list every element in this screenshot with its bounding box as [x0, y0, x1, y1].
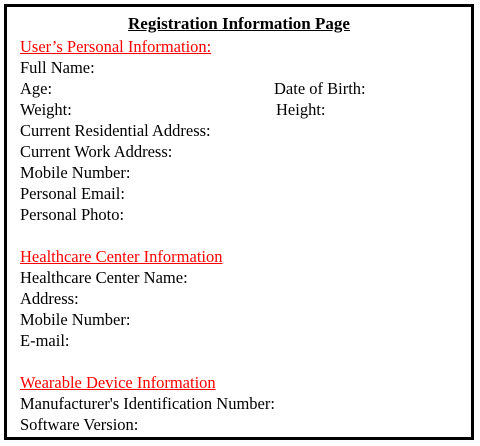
personal-email-label: Personal Email:	[20, 184, 125, 203]
personal-photo-label: Personal Photo:	[20, 205, 125, 224]
work-address-label: Current Work Address:	[20, 142, 173, 161]
healthcare-info-heading: Healthcare Center Information	[20, 247, 223, 266]
full-name-label: Full Name:	[20, 58, 95, 77]
personal-mobile-number-label: Mobile Number:	[20, 163, 131, 182]
age-label: Age:	[20, 79, 53, 98]
weight-label: Weight:	[20, 100, 72, 119]
healthcare-center-name-label: Healthcare Center Name:	[20, 268, 188, 287]
manufacturer-id-label: Manufacturer's Identification Number:	[20, 394, 275, 413]
healthcare-mobile-number-label: Mobile Number:	[20, 310, 131, 329]
healthcare-email-label: E-mail:	[20, 331, 70, 350]
height-label: Height:	[276, 100, 326, 119]
page-title: Registration Information Page	[128, 14, 350, 33]
personal-info-heading: User’s Personal Information:	[20, 37, 212, 56]
date-of-birth-label: Date of Birth:	[274, 79, 366, 98]
registration-form-frame	[4, 4, 474, 440]
software-version-label: Software Version:	[20, 415, 139, 434]
residential-address-label: Current Residential Address:	[20, 121, 211, 140]
healthcare-address-label: Address:	[20, 289, 79, 308]
wearable-info-heading: Wearable Device Information	[20, 373, 216, 392]
